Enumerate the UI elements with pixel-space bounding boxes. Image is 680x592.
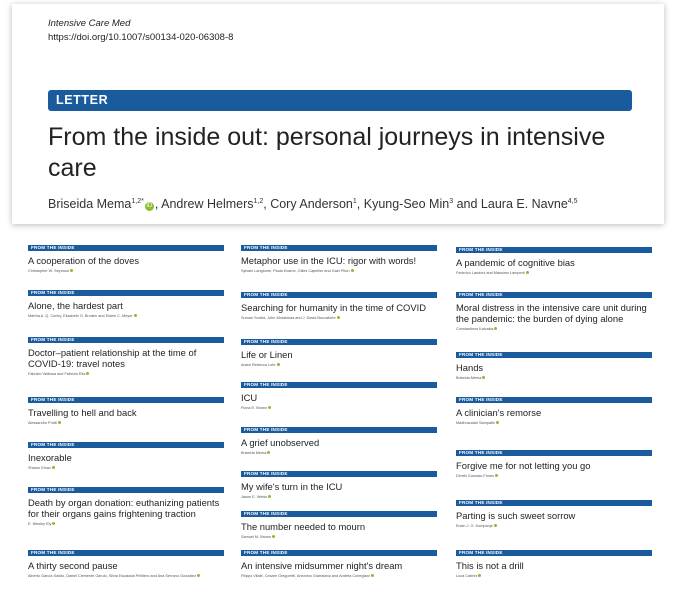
article-title[interactable]: This is not a drill [456,560,524,571]
section-label: FROM THE INSIDE [244,427,288,432]
article-authors-text: Suman Sordia, John Mostamaa and J. David Boccaforte [241,316,336,320]
section-bar [28,397,224,403]
section-label: FROM THE INSIDE [459,352,503,357]
article-card[interactable] [456,550,652,578]
article-authors [28,269,224,273]
section-label: FROM THE INSIDE [459,550,503,555]
article-authors [241,406,437,410]
orcid-icon [496,421,499,424]
article-title[interactable]: Inexorable [28,452,72,463]
article-card[interactable] [28,337,224,376]
section-bar [241,511,437,517]
article-authors [456,421,652,425]
article-title[interactable]: My wife's turn in the ICU [241,481,343,492]
author-name[interactable]: Briseida Mema [48,197,132,211]
section-label: FROM THE INSIDE [31,245,75,250]
article-authors [456,474,652,478]
article-card[interactable] [28,442,224,470]
section-bar [28,487,224,493]
article-authors-text: Fiona E. Brown [241,406,267,410]
section-label: FROM THE INSIDE [244,245,288,250]
orcid-icon [351,269,354,272]
article-card[interactable] [456,292,652,331]
article-card[interactable] [28,290,224,318]
article-authors-text: E. Wesley Ely [28,522,52,526]
section-label: FROM THE INSIDE [31,550,75,555]
article-authors-text: Federico Landoni and Massimo Lamperti [456,271,525,275]
section-bar [241,550,437,556]
section-label: FROM THE INSIDE [31,442,75,447]
article-authors-text: Sylvain Langlume, Paula Ecamo, Gilles Capellier and Gael Piton [241,269,350,273]
section-bar [28,550,224,556]
article-authors-text: Alessandro Protti [28,421,57,425]
section-bar [28,290,224,296]
orcid-icon [337,316,340,319]
article-title[interactable]: Forgive me for not letting you go [456,460,591,471]
article-card[interactable] [241,292,437,320]
section-bar [456,450,652,456]
orcid-icon [526,271,529,274]
orcid-icon [197,574,200,577]
article-card[interactable] [241,511,437,539]
section-label: FROM THE INSIDE [459,247,503,252]
article-authors-text: Briseida Mema [241,451,267,455]
article-authors [241,535,437,539]
article-title[interactable]: Moral distress in the intensive care unit during the pandemic: the burden of dying alone [456,302,647,324]
orcid-icon [134,314,137,317]
section-label: FROM THE INSIDE [244,382,288,387]
section-banner [48,90,632,111]
orcid-icon [478,574,481,577]
article-authors-text: Christopher W. Seymour [28,269,70,273]
section-bar [456,247,652,253]
orcid-icon [52,522,55,525]
section-bar [241,245,437,251]
author-name[interactable]: Cory Anderson [270,197,353,211]
article-authors [28,522,224,526]
section-label: FROM THE INSIDE [31,397,75,402]
orcid-icon [86,372,89,375]
article-authors-text: Martha A. Q. Curley, Elizabeth G. Broden and Elaine C. Meyer [28,314,133,318]
section-label: FROM THE INSIDE [459,500,503,505]
section-bar [241,471,437,477]
author-affiliation: 3 [449,197,454,205]
author-affiliation: 4,5 [567,197,578,205]
article-title: From the inside out: personal journeys in intensive care [48,123,606,182]
orcid-icon [52,466,55,469]
author-affiliation: 1,2 [253,197,264,205]
orcid-icon [495,474,498,477]
article-title[interactable]: A grief unobserved [241,437,320,448]
section-label: FROM THE INSIDE [459,450,503,455]
orcid-icon [58,421,61,424]
author-list [48,197,578,211]
section-label: FROM THE INSIDE [31,337,75,342]
section-label: FROM THE INSIDE [244,471,288,476]
article-card[interactable] [28,487,224,526]
article-card[interactable] [456,247,652,275]
section-bar [28,245,224,251]
orcid-icon [494,524,497,527]
author-name[interactable]: Kyung-Seo Min [363,197,450,211]
author-affiliation: 1,2* [131,197,144,205]
author-name[interactable]: Andrew Helmers [161,197,254,211]
article-authors [28,372,224,376]
article-authors [456,327,652,331]
author-separator: , [154,197,162,211]
article-authors-text: Sharon Einav [28,466,51,470]
article-authors-text: Luca Cabrini [456,574,478,578]
section-bar [456,397,652,403]
article-authors [241,316,437,320]
article-card[interactable] [241,550,437,578]
article-title[interactable]: Death by organ donation: euthanizing patients for their organs gains frightening traction [28,497,220,519]
article-authors [241,269,437,273]
article-card[interactable] [456,450,652,478]
section-bar [241,382,437,388]
article-card[interactable] [241,339,437,367]
section-bar [241,339,437,345]
article-title[interactable]: The number needed to mourn [241,521,366,532]
article-card[interactable] [241,245,437,273]
article-authors [456,376,652,380]
author-separator: , [263,197,271,211]
author-separator: , [356,197,364,211]
section-bar [28,337,224,343]
article-title[interactable]: A pandemic of cognitive bias [456,257,575,268]
section-label: FROM THE INSIDE [459,397,503,402]
section-bar [241,427,437,433]
article-authors [241,574,437,578]
section-bar [456,500,652,506]
article-card[interactable] [28,245,224,273]
article-authors [456,574,652,578]
article-card[interactable] [456,500,652,528]
article-authors-text: Madhusudan Sampathi [456,421,496,425]
article-title[interactable]: Metaphor use in the ICU: rigor with words! [241,255,417,266]
article-authors-text: Constantinos Kalvakis [456,327,494,331]
orcid-icon [482,376,485,379]
section-label: FROM THE INSIDE [244,339,288,344]
section-label: FROM THE INSIDE [31,290,75,295]
article-card[interactable] [28,397,224,425]
article-card[interactable] [28,550,224,578]
article-title[interactable]: Travelling to hell and back [28,407,137,418]
article-authors [241,451,437,455]
article-title[interactable]: A thirty second pause [28,560,118,571]
section-bar [28,442,224,448]
article-authors [28,466,224,470]
author-name[interactable]: Laura E. Navne [480,197,568,211]
article-card[interactable] [456,352,652,380]
article-title[interactable]: A clinician's remorse [456,407,542,418]
orcid-icon [494,327,497,330]
orcid-icon[interactable]: iD [146,203,153,209]
section-label: FROM THE INSIDE [244,511,288,516]
article-card[interactable] [241,427,437,455]
orcid-icon [272,535,275,538]
section-bar [456,292,652,298]
article-card[interactable] [456,397,652,425]
article-title[interactable]: Alone, the hardest part [28,300,123,311]
article-title[interactable]: Parting is such sweet sorrow [456,510,576,521]
section-label: FROM THE INSIDE [459,292,503,297]
article-authors-text: Alberto García Salido, Daniel Clemente Garulo, Silvia Escalada Pellitero and Ana Serrano González [28,574,196,578]
article-title[interactable]: ICU [241,392,258,403]
article-authors-text: Jason E. Weiss [241,495,268,499]
article-authors [28,421,224,425]
orcid-icon [371,574,374,577]
author-affiliation: 1 [352,197,357,205]
section-bar [456,550,652,556]
orcid-icon [268,406,271,409]
article-authors [456,524,652,528]
article-authors [28,314,224,318]
orcid-icon [267,451,270,454]
journal-name: Intensive Care Med [48,18,131,29]
doi-link[interactable]: https://doi.org/10.1007/s00134-020-06308-8 [48,32,234,43]
article-authors-text: Dimitri Gusmao-Flores [456,474,494,478]
article-authors-text: Briseida Mema [456,376,482,380]
orcid-icon [277,363,280,366]
article-authors [28,574,224,578]
article-title[interactable]: A cooperation of the doves [28,255,140,266]
article-authors-text: Arash Rebecca Lohr [241,363,276,367]
article-header [12,4,664,224]
section-label: LETTER [56,93,109,107]
article-authors-text: Filippo Vitale, Cesare Gregoretti, Antonino Giarratano and Andrea Cortegiani [241,574,370,578]
article-authors [456,271,652,275]
article-authors-text: Samuel M. Brown [241,535,271,539]
section-label: FROM THE INSIDE [31,487,75,492]
orcid-icon [268,495,271,498]
section-label: FROM THE INSIDE [244,550,288,555]
article-title[interactable]: Searching for humanity in the time of COVID [241,302,426,313]
article-authors [241,363,437,367]
article-authors-text: Fabrizio Valbusa and Fabrizio Elia [28,372,86,376]
section-bar [241,292,437,298]
section-label: FROM THE INSIDE [244,292,288,297]
author-separator: and [453,197,481,211]
section-bar [456,352,652,358]
article-title[interactable]: Hands [456,362,484,373]
article-title[interactable]: An intensive midsummer night's dream [241,560,403,571]
article-authors-text: Erwin J. O. Kompanje [456,524,493,528]
article-card[interactable] [241,471,437,499]
article-title[interactable]: Life or Linen [241,349,293,360]
article-card[interactable] [241,382,437,410]
article-authors [241,495,437,499]
article-title[interactable]: Doctor–patient relationship at the time of COVID-19: travel notes [28,347,197,369]
orcid-icon [70,269,73,272]
